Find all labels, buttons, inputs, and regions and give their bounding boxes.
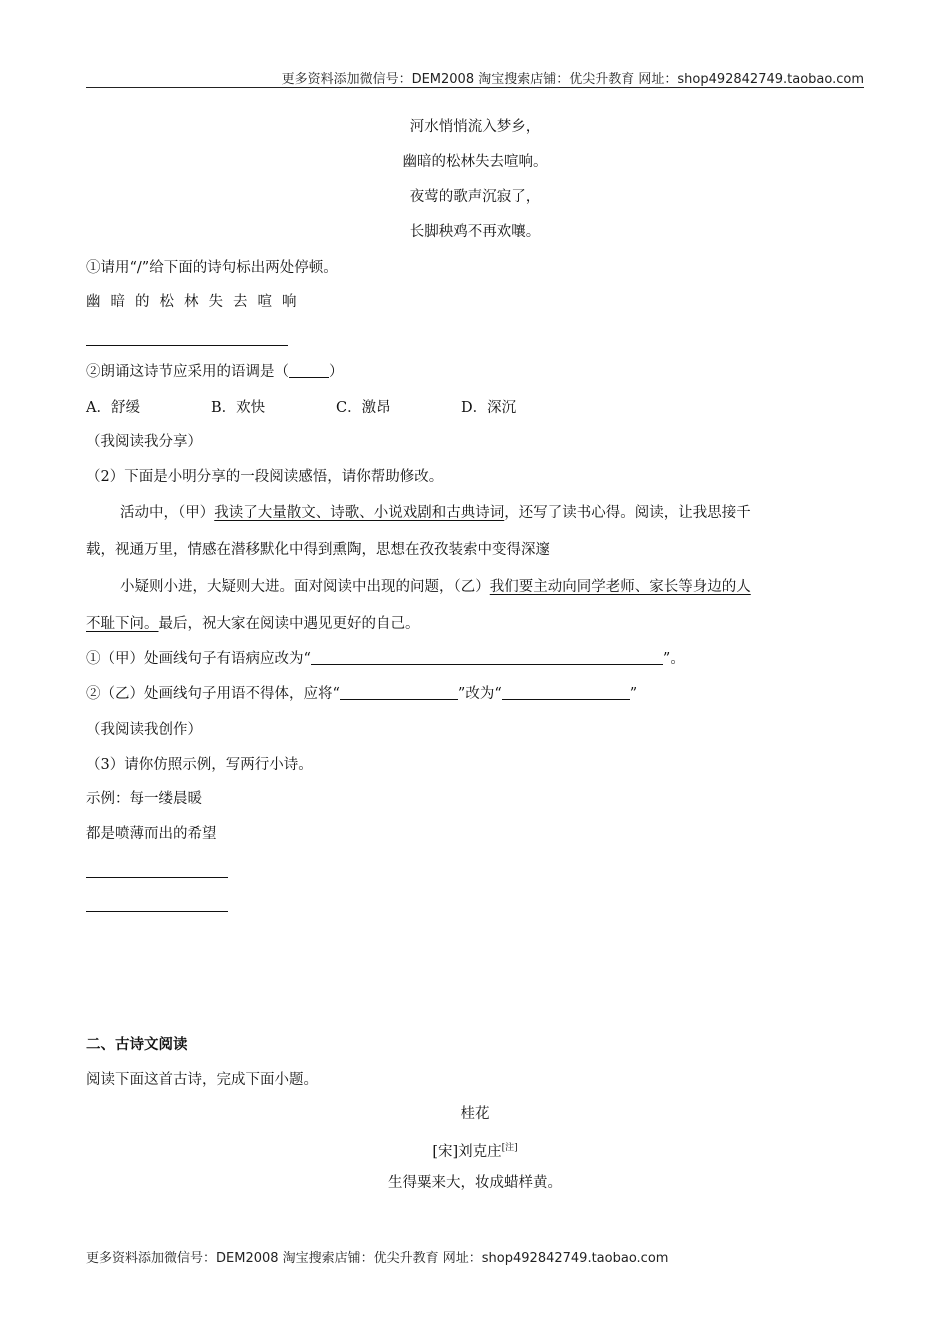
q-jia-prompt: ①（甲）处画线句子有语病应改为“: [86, 651, 311, 667]
share-para1-text-a: 活动中，（甲）: [120, 505, 215, 521]
section2-intro: 阅读下面这首古诗，完成下面小题。: [86, 1072, 318, 1088]
poem-line-1: 河水悄悄流入梦乡，: [409, 119, 541, 135]
q-jia-close: ”。: [662, 651, 685, 667]
q-yi-blank-from[interactable]: [340, 685, 458, 700]
poem2-title: 桂花: [460, 1106, 490, 1122]
poem-line-4: 长脚秧鸡不再欢嚷。: [409, 224, 541, 240]
share-para1-line1: [120, 503, 751, 523]
poem2-note-marker: [注]: [501, 1143, 518, 1153]
share-para2-text-b: 最后，祝大家在阅读中遇见更好的自己。: [158, 616, 420, 632]
share-prompt: （2）下面是小明分享的一段阅读感悟，请你帮助修改。: [86, 469, 444, 485]
q2-option-b[interactable]: B．欢快: [211, 400, 266, 416]
create-heading: （我阅读我创作）: [86, 722, 202, 738]
create-prompt: （3）请你仿照示例，写两行小诗。: [86, 757, 313, 773]
create-answer-line-1[interactable]: [86, 877, 228, 878]
share-para2-line2: [86, 614, 420, 634]
poem2-line-1: 生得粟来大，妆成蜡样黄。: [388, 1175, 562, 1191]
poem-line-3: 夜莺的歌声沉寂了，: [409, 189, 541, 205]
sentence-yi-part1: 我们要主动向同学老师、家长等身边的人: [489, 579, 751, 595]
page-header: 更多资料添加微信号：DEM2008 淘宝搜索店铺：优尖升教育 网址：shop492842749.taobao.com: [281, 72, 864, 87]
q-yi-blank-to[interactable]: [502, 685, 630, 700]
q1-char: 幽: [86, 294, 101, 310]
q1-char: 响: [282, 294, 297, 310]
q2-answer-blank[interactable]: [289, 363, 329, 378]
sentence-yi-part2: 不耻下问。: [86, 616, 159, 632]
q1-char: 暗: [110, 294, 125, 310]
q2-option-c[interactable]: C．激昂: [336, 400, 391, 416]
q1-char: 松: [159, 294, 174, 310]
section2-title: 二、古诗文阅读: [86, 1037, 188, 1053]
create-example-2: 都是喷薄而出的希望: [86, 826, 217, 842]
header-divider: [86, 87, 864, 88]
q-yi-close: ”: [629, 686, 638, 702]
q2-option-d[interactable]: D．深沉: [461, 400, 517, 416]
share-heading: （我阅读我分享）: [86, 434, 202, 450]
q1-char: 的: [135, 294, 150, 310]
q2-prompt-text: ②朗诵这诗节应采用的语调是（: [86, 364, 289, 380]
share-para1-line2: 载，视通万里，情感在潜移默化中得到熏陶，思想在孜孜装索中变得深邃: [86, 542, 550, 558]
q1-char: 失: [208, 294, 223, 310]
q-yi-middle: ”改为“: [457, 686, 502, 702]
q2-option-a[interactable]: A．舒缓: [86, 400, 140, 416]
poem-line-2: 幽暗的松林失去喧响。: [402, 154, 548, 170]
q-jia: [86, 649, 685, 669]
poem2-author: [0, 1138, 950, 1162]
share-para1-text-b: ，还写了读书心得。阅读，让我思接千: [504, 505, 751, 521]
page-footer: 更多资料添加微信号：DEM2008 淘宝搜索店铺：优尖升教育 网址：shop492842749.taobao.com: [86, 1251, 669, 1266]
q-yi-prompt: ②（乙）处画线句子用语不得体，应将“: [86, 686, 340, 702]
q2-prompt: [86, 362, 344, 382]
q1-answer-line[interactable]: [86, 345, 288, 346]
q-jia-answer-blank[interactable]: [311, 650, 663, 665]
share-para2-line1: [120, 577, 751, 597]
q2-options: [86, 398, 516, 418]
poem2-author-name: [宋]刘克庄: [432, 1144, 502, 1160]
share-para2-text-a: 小疑则小进，大疑则大进。面对阅读中出现的问题，（乙）: [120, 579, 490, 595]
q1-prompt: ①请用“/”给下面的诗句标出两处停顿。: [86, 260, 338, 276]
q1-sentence: [86, 292, 307, 312]
q-yi: [86, 684, 637, 704]
q2-prompt-close: ）: [329, 364, 344, 380]
create-example-1: 示例：每一缕晨暖: [86, 791, 202, 807]
q1-char: 林: [184, 294, 199, 310]
create-answer-line-2[interactable]: [86, 911, 228, 912]
sentence-jia: 我读了大量散文、诗歌、小说戏剧和古典诗词: [214, 505, 505, 521]
q1-char: 去: [233, 294, 248, 310]
q1-char: 喧: [257, 294, 272, 310]
